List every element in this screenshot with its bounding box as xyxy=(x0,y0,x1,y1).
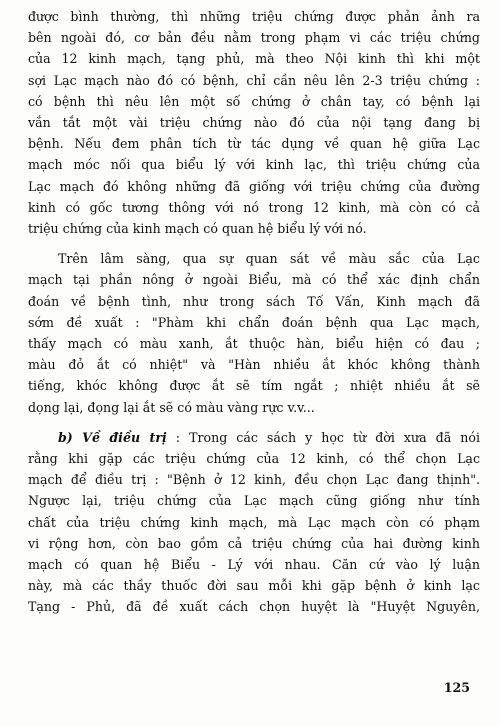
text-line xyxy=(28,427,480,448)
paragraph-1 xyxy=(28,6,480,239)
text-line: màu đỏ ắt có nhiệt" và "Hàn nhiều ắt khóc không thành xyxy=(28,357,480,373)
text-line: mạch có quan hệ Biểu - Lý với nhau. Căn cứ vào lý luận xyxy=(28,557,480,573)
text-line: có bệnh thì nêu lên một số chứng ở chân tay, có bệnh lại xyxy=(28,93,480,109)
text-line: vắn tắt một vài triệu chứng nào đó của nội tạng đang bị xyxy=(28,115,480,131)
text-line: mạch để điều trị : "Bệnh ở 12 kinh, đều chọn Lạc đang thịnh". xyxy=(28,472,480,488)
text-line: đoán về bệnh tình, như trong sách Tố Vấn, Kinh mạch đã xyxy=(28,293,480,309)
text-fragment: : Trong các sách y học từ đời xưa đã nói xyxy=(166,429,480,445)
body-text xyxy=(28,6,480,618)
paragraph-3 xyxy=(28,427,480,618)
text-line: sớm đề xuất : "Phàm khi chẩn đoán bệnh qua Lạc mạch, xyxy=(28,314,480,330)
text-line: Lạc mạch đó không những đã giống với triệu chứng của đường xyxy=(28,178,480,194)
text-line: kinh có gốc tương thông với nó trong 12 kinh, mà còn có cả xyxy=(28,199,480,215)
text-line: Ngược lại, triệu chứng của Lạc mạch cũng giống như tính xyxy=(28,493,480,509)
paragraph-2 xyxy=(28,248,480,418)
paragraph-spacer xyxy=(28,418,480,427)
text-line: rằng khi gặp các triệu chứng của 12 kinh, có thể chọn Lạc xyxy=(28,451,480,467)
text-line: Trên lâm sàng, qua sự quan sát về màu sắc của Lạc xyxy=(58,251,480,267)
text-line: dọng lại, đọng lại ắt sẽ có màu vàng rực v.v... xyxy=(28,399,315,415)
text-line: này, mà các thầy thuốc đời sau mỗi khi gặp bệnh ở kinh lạc xyxy=(28,578,480,594)
text-line: bệnh. Nếu đem phân tích từ tác dụng về quan hệ giữa Lạc xyxy=(28,136,480,152)
text-line: chất của triệu chứng kinh mạch, mà Lạc mạch còn có phạm xyxy=(28,514,480,530)
text-line: mạch móc nối qua biểu lý với kinh lạc, thì triệu chứng của xyxy=(28,157,480,173)
text-line: sợi Lạc mạch nào đó có bệnh, chỉ cần nêu lên 2-3 triệu chứng : xyxy=(28,72,480,88)
text-line: Tạng - Phủ, đã đề xuất cách chọn huyệt là "Huyệt Nguyên, xyxy=(28,599,480,615)
paragraph-spacer xyxy=(28,239,480,248)
text-line: vi rộng hơn, còn bao gồm cả triệu chứng của hai đường kinh xyxy=(28,535,480,551)
text-line: của 12 kinh mạch, tạng phủ, mà theo Nội kinh thì khi một xyxy=(28,51,480,67)
section-heading: b) Về điều trị xyxy=(58,429,167,445)
page-number: 125 xyxy=(443,680,470,695)
text-line: triệu chứng của kinh mạch có quan hệ biểu lý với nó. xyxy=(28,221,367,237)
text-line: tiếng, khóc không được ắt sẽ tím ngắt ; nhiệt nhiều ắt sẽ xyxy=(28,378,480,394)
text-line: thấy mạch có màu xanh, ắt thuộc hàn, biểu hiện có đau ; xyxy=(28,336,480,352)
text-line: được bình thường, thì những triệu chứng được phản ảnh ra xyxy=(28,9,480,24)
text-line: bên ngoài đó, cơ bản đều nằm trong phạm vi các triệu chứng xyxy=(28,30,480,46)
text-line: mạch tại phần nông ở ngoài Biểu, mà có thể xác định chẩn xyxy=(28,272,480,288)
